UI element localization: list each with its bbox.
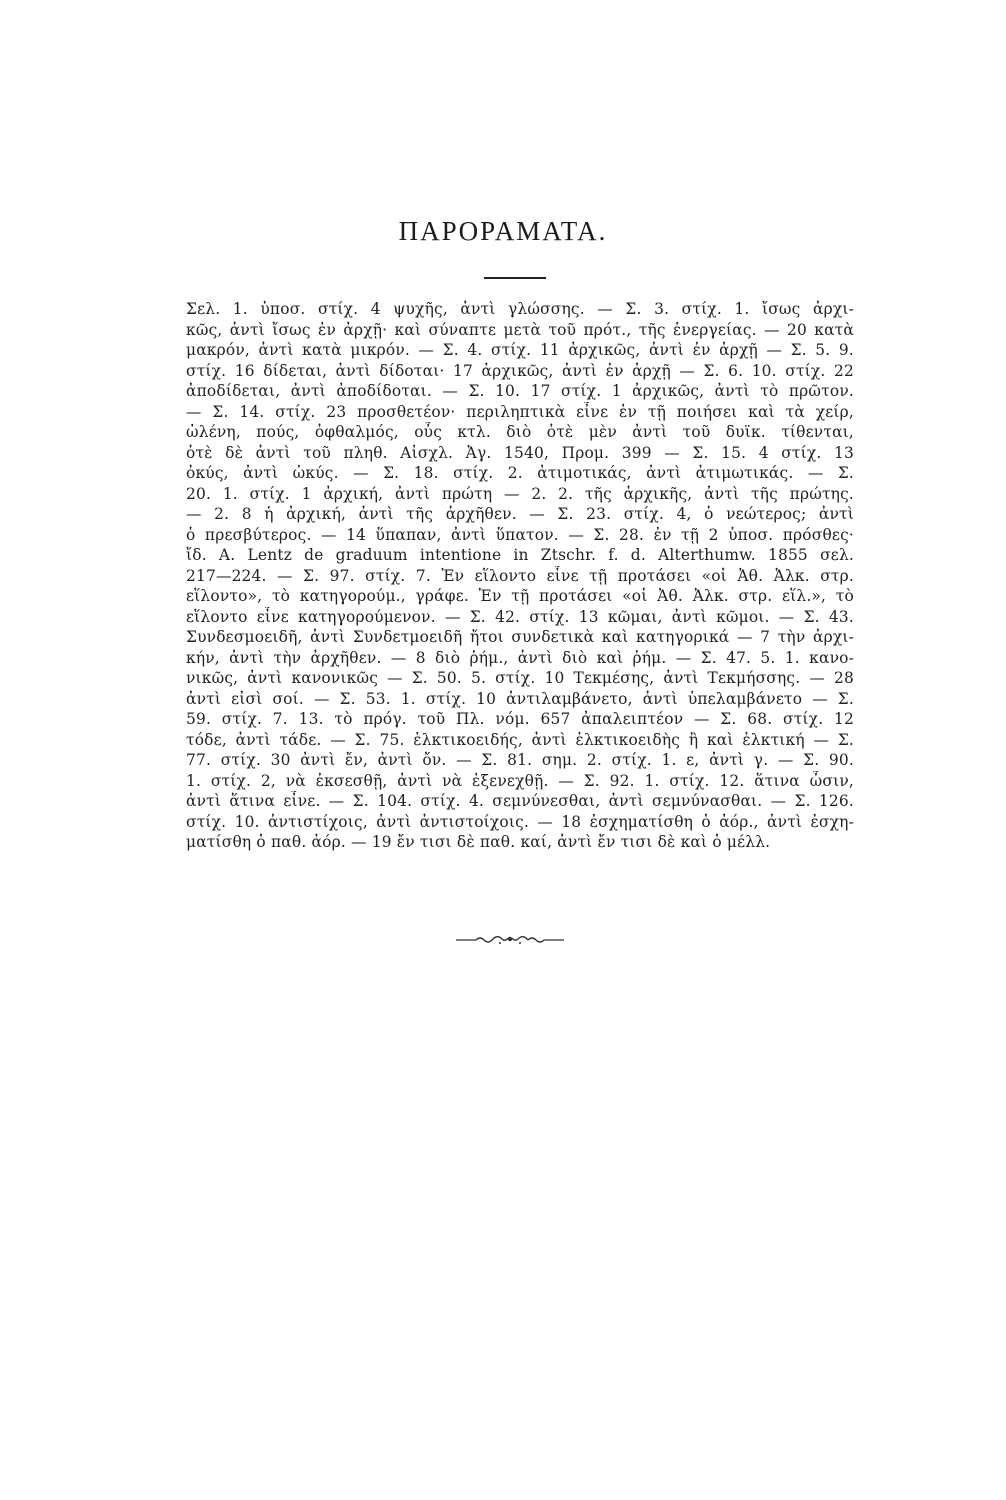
errata-line: ὁ πρεσβύτερος. — 14 ὕπαπαν, ἀντὶ ὕπατον. — Σ. 28. ἐν τῇ 2 ὑποσ. πρόσθες·: [186, 525, 854, 544]
errata-line: κῶς, ἀντὶ ἴσως ἐν ἀρχῇ· καὶ σύναπτε μετὰ τοῦ πρότ., τῆς ἐνεργείας. — 20 κατὰ: [186, 320, 854, 339]
errata-line: νικῶς, ἀντὶ κανονικῶς — Σ. 50. 5. στίχ. 10 Τεκμέσης, ἀντὶ Τεκμήσσης. — 28: [186, 669, 854, 687]
errata-line: — 2. 8 ἡ ἀρχική, ἀντὶ τῆς ἀρχῆθεν. — Σ. 23. στίχ. 4, ὁ νεώτερος; ἀντὶ: [186, 505, 854, 523]
errata-line: ἀντὶ εἰσὶ σοί. — Σ. 53. 1. στίχ. 10 ἀντιλαμβάνετο, ἀντὶ ὑπελαμβάνετο — Σ.: [186, 689, 854, 708]
errata-line: κήν, ἀντὶ τὴν ἀρχῆθεν. — 8 διὸ ῥήμ., ἀντὶ διὸ καὶ ῥήμ. — Σ. 47. 5. 1. κανο-: [186, 648, 854, 667]
errata-text: [186, 299, 854, 853]
errata-line: ὠλένη, πούς, ὀφθαλμός, οὖς κτλ. διὸ ὁτὲ μὲν ἀντὶ τοῦ δυϊκ. τίθενται,: [186, 423, 854, 441]
errata-line: Συνδεσμοειδῆ, ἀντὶ Συνδετμοειδῆ ἤτοι συνδετικὰ καὶ κατηγορικά — 7 τὴν ἀρχι-: [186, 628, 854, 646]
errata-line: 59. στίχ. 7. 13. τὸ πρόγ. τοῦ Πλ. νόμ. 657 ἀπαλειπτέον — Σ. 68. στίχ. 12: [186, 710, 854, 728]
page-title: ΠΑΡΟΡΑΜΑΤΑ.: [398, 216, 608, 246]
title-rule: [484, 277, 546, 279]
errata-line: ἀντὶ ἅτινα εἶνε. — Σ. 104. στίχ. 4. σεμνύνεσθαι, ἀντὶ σεμνύνασθαι. — Σ. 126.: [186, 792, 854, 810]
errata-line: τόδε, ἀντὶ τάδε. — Σ. 75. ἑλκτικοειδής, ἀντὶ ἑλκτικοειδὴς ἢ καὶ ἑλκτική — Σ.: [186, 730, 854, 749]
errata-line: ἴδ. A. Lentz de graduum intentione in Ztschr. f. d. Alterthumw. 1855 σελ.: [186, 546, 854, 564]
errata-line: 77. στίχ. 30 ἀντὶ ἔν, ἀντὶ ὄν. — Σ. 81. σημ. 2. στίχ. 1. ε, ἀντὶ γ. — Σ. 90.: [186, 751, 854, 769]
decorative-flourish-icon: [454, 932, 566, 946]
errata-line: μακρόν, ἀντὶ κατὰ μικρόν. — Σ. 4. στίχ. 11 ἀρχικῶς, ἀντὶ ἐν ἀρχῇ — Σ. 5. 9.: [186, 341, 854, 359]
errata-line: Σελ. 1. ὑποσ. στίχ. 4 ψυχῆς, ἀντὶ γλώσσης. — Σ. 3. στίχ. 1. ἴσως ἀρχι-: [186, 300, 854, 318]
errata-line: ἀποδίδεται, ἀντὶ ἀποδίδοται. — Σ. 10. 17 στίχ. 1 ἀρχικῶς, ἀντὶ τὸ πρῶτον.: [186, 382, 854, 400]
errata-line: εἵλοντο», τὸ κατηγορούμ., γράφε. Ἐν τῇ προτάσει «οἱ Ἀθ. Ἀλκ. στρ. εἵλ.», τὸ: [186, 587, 854, 605]
errata-line: ὀκύς, ἀντὶ ὠκύς. — Σ. 18. στίχ. 2. ἀτιμοτικάς, ἀντὶ ἀτιμωτικάς. — Σ.: [186, 464, 854, 482]
errata-line: 217—224. — Σ. 97. στίχ. 7. Ἐν εἵλοντο εἶνε τῇ προτάσει «οἱ Ἀθ. Ἀλκ. στρ.: [186, 566, 854, 585]
errata-line: εἵλοντο εἶνε κατηγορούμενον. — Σ. 42. στίχ. 13 κῶμαι, ἀντὶ κῶμοι. — Σ. 43.: [186, 607, 854, 626]
errata-line: 20. 1. στίχ. 1 ἀρχική, ἀντὶ πρώτη — 2. 2. τῆς ἀρχικῆς, ἀντὶ τῆς πρώτης.: [186, 484, 854, 503]
errata-line: ὁτὲ δὲ ἀντὶ τοῦ πληθ. Αἰσχλ. Ἀγ. 1540, Προμ. 399 — Σ. 15. 4 στίχ. 13: [186, 443, 854, 462]
errata-line: ματίσθη ὁ παθ. ἀόρ. — 19 ἔν τισι δὲ παθ. καί, ἀντὶ ἔν τισι δὲ καὶ ὁ μέλλ.: [186, 833, 771, 851]
errata-line: 1. στίχ. 2, νὰ ἐκσεσθῇ, ἀντὶ νὰ ἐξενεχθῇ. — Σ. 92. 1. στίχ. 12. ἅτινα ὦσιν,: [186, 771, 854, 790]
errata-line: στίχ. 10. ἀντιστίχοις, ἀντὶ ἀντιστοίχοις. — 18 ἐσχηματίσθη ὁ ἀόρ., ἀντὶ ἐσχη-: [186, 812, 854, 831]
errata-line: — Σ. 14. στίχ. 23 προσθετέον· περιληπτικὰ εἶνε ἐν τῇ ποιήσει καὶ τὰ χείρ,: [186, 402, 854, 421]
errata-line: στίχ. 16 δίδεται, ἀντὶ δίδοται· 17 ἀρχικῶς, ἀντὶ ἐν ἀρχῇ — Σ. 6. 10. στίχ. 22: [186, 361, 854, 380]
